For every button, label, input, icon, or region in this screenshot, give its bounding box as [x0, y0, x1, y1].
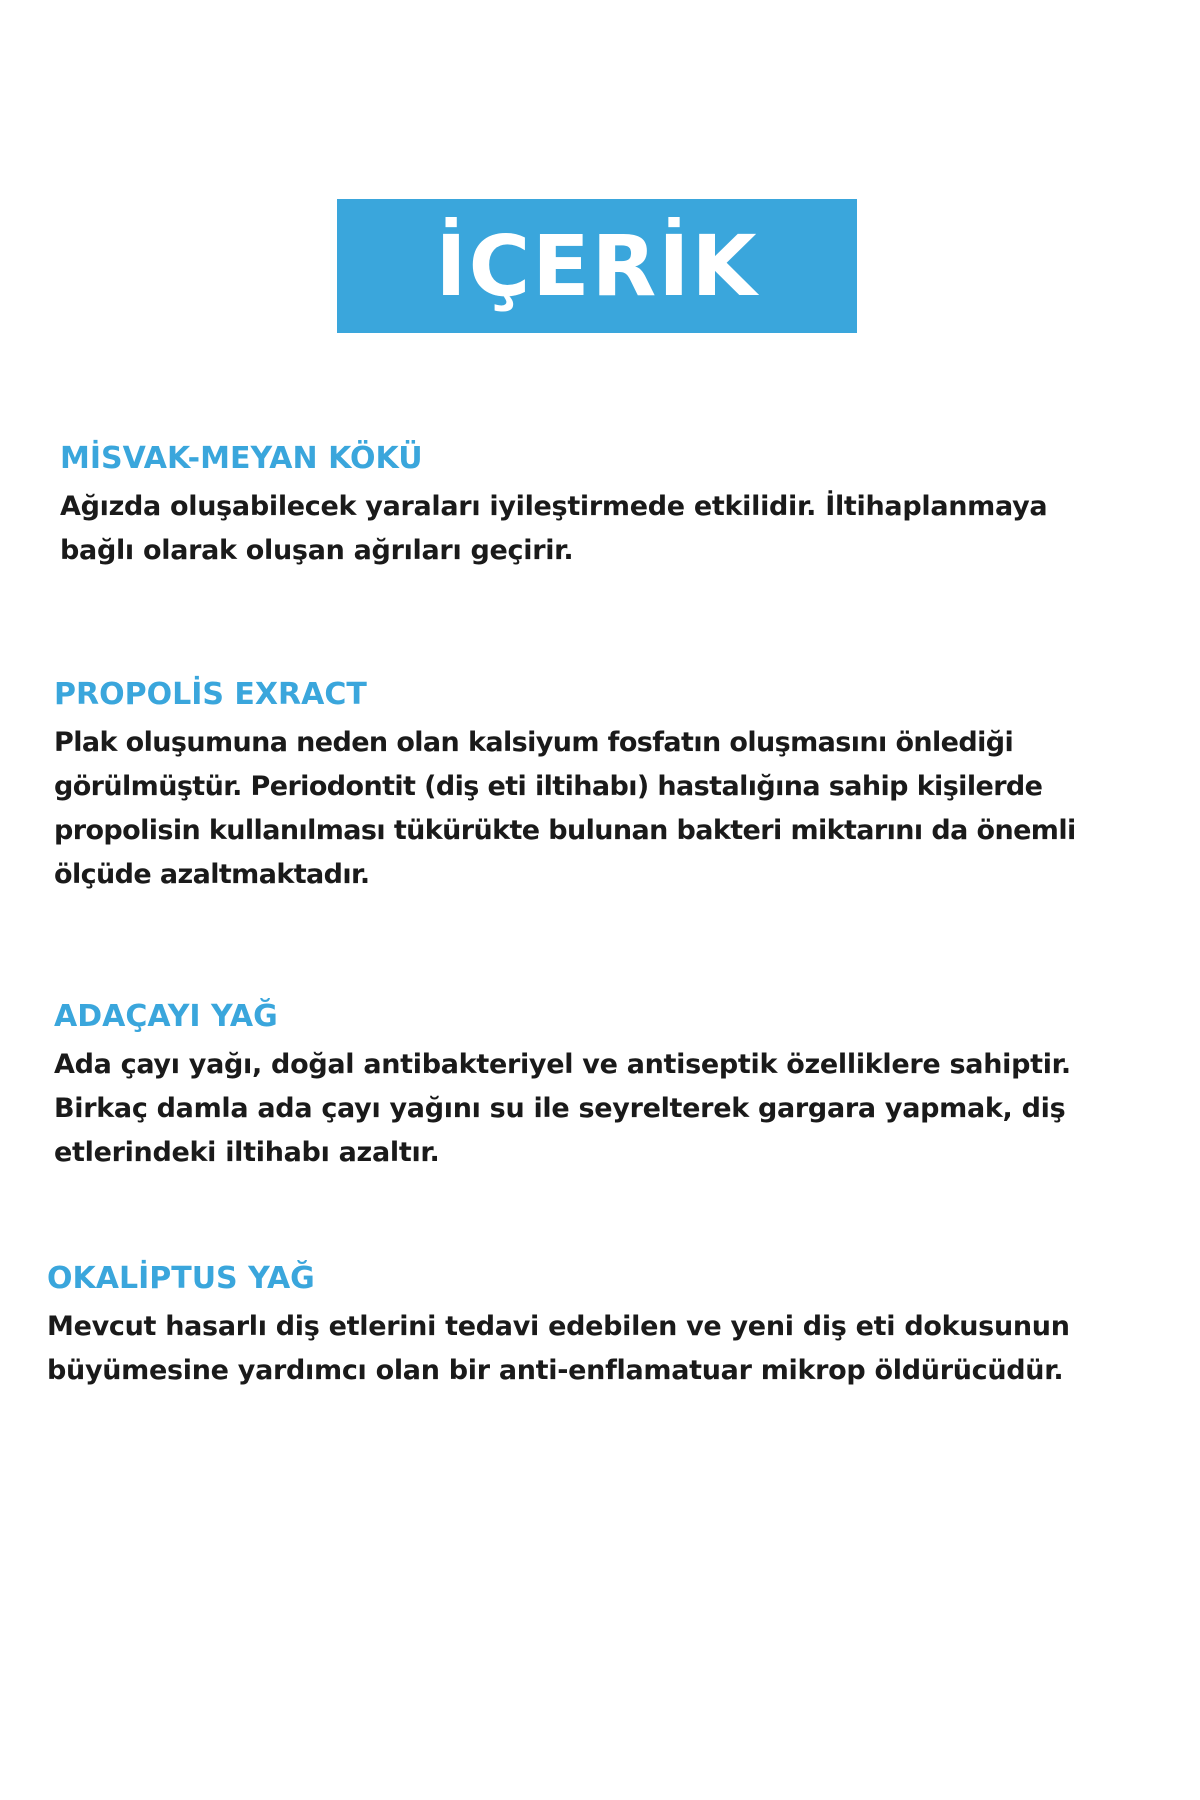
ingredient-section-propolis: [54, 677, 1184, 897]
section-body: [60, 485, 1140, 573]
body-line: Birkaç damla ada çayı yağını su ile seyrelterek gargara yapmak, diş: [54, 1093, 1066, 1124]
section-heading: MİSVAK-MEYAN KÖKÜ: [60, 441, 423, 476]
body-line: Ada çayı yağı, doğal antibakteriyel ve antiseptik özelliklere sahiptir.: [54, 1049, 1071, 1080]
body-line: Plak oluşumuna neden olan kalsiyum fosfatın oluşmasını önlediği: [54, 727, 1014, 758]
body-line: propolisin kullanılması tükürükte bulunan bakteri miktarını da önemli: [54, 815, 1076, 846]
body-line: Mevcut hasarlı diş etlerini tedavi edebilen ve yeni diş eti dokusunun: [47, 1311, 1070, 1342]
section-heading: OKALİPTUS YAĞ: [47, 1261, 315, 1296]
section-heading: ADAÇAYI YAĞ: [54, 999, 278, 1034]
page-title: İÇERİK: [435, 217, 759, 315]
section-body: [54, 721, 1184, 897]
body-line: görülmüştür. Periodontit (diş eti iltihabı) hastalığına sahip kişilerde: [54, 771, 1043, 802]
body-line: Ağızda oluşabilecek yaraları iyileştirmede etkilidir. İltihaplanmaya: [60, 491, 1048, 522]
section-heading: PROPOLİS EXRACT: [54, 677, 367, 712]
body-line: etlerindeki iltihabı azaltır.: [54, 1137, 440, 1168]
body-line: büyümesine yardımcı olan bir anti-enflamatuar mikrop öldürücüdür.: [47, 1355, 1064, 1386]
ingredient-section-misvak: [60, 441, 1140, 573]
section-body: [54, 1043, 1174, 1175]
section-body: [47, 1305, 1167, 1393]
ingredient-section-okaliptus: [47, 1261, 1167, 1393]
title-banner: [337, 199, 857, 333]
body-line: ölçüde azaltmaktadır.: [54, 859, 370, 890]
body-line: bağlı olarak oluşan ağrıları geçirir.: [60, 535, 574, 566]
ingredient-section-adacayi: [54, 999, 1174, 1175]
